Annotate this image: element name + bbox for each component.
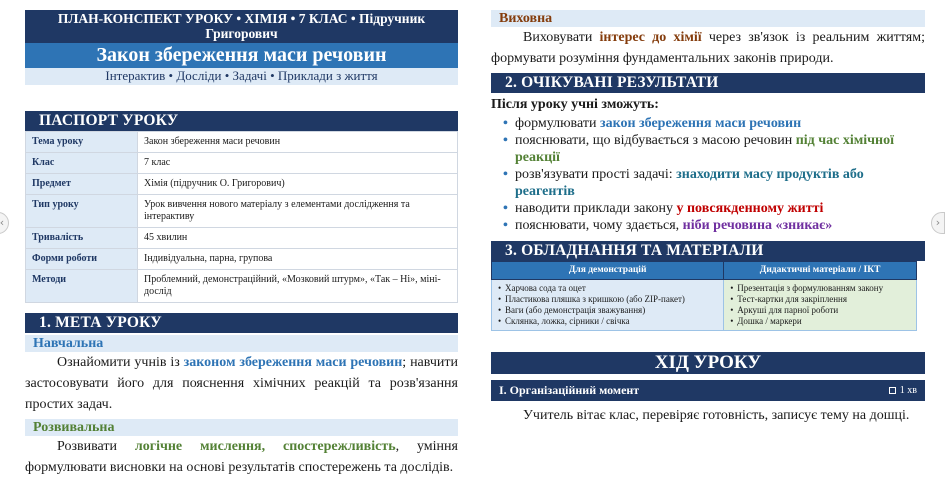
section-lesson-heading: ХІД УРОКУ <box>491 352 925 374</box>
table-row <box>26 228 458 249</box>
chevron-left-icon: ‹ <box>0 216 5 229</box>
document-subtitle: Інтерактив • Досліди • Задачі • Приклади з життя <box>25 68 458 85</box>
stage-time <box>889 380 917 401</box>
section-goals-heading: 1. МЕТА УРОКУ <box>25 313 458 333</box>
passport-key: Тип уроку <box>26 195 138 228</box>
equipment-col1-header: Для демонстрацій <box>492 262 724 280</box>
table-header-row <box>492 262 917 280</box>
passport-key: Клас <box>26 153 138 174</box>
equipment-demo-cell <box>492 280 724 331</box>
stage-header <box>491 380 925 401</box>
list-item: • Дошка / маркери <box>730 316 910 327</box>
results-lead: Після уроку учні зможуть: <box>491 97 659 112</box>
goal-developing-text: Розвивати логічне мислення, спостережливість, уміння формулювати висновки на основі результатів спостережень та дослідів. <box>25 439 458 475</box>
table-row <box>26 174 458 195</box>
table-row <box>26 132 458 153</box>
list-item: • наводити приклади закону у повсякденному житті <box>503 200 925 217</box>
document-header-band: ПЛАН-КОНСПЕКТ УРОКУ • ХІМІЯ • 7 КЛАС • Підручник Григорович <box>25 10 458 43</box>
goal-upbringing-label: Виховна <box>491 10 925 27</box>
passport-key: Методи <box>26 270 138 303</box>
table-row <box>26 270 458 303</box>
passport-value: 45 хвилин <box>138 228 458 249</box>
passport-key: Предмет <box>26 174 138 195</box>
next-page-arrow[interactable] <box>931 212 945 234</box>
list-item: • Ваги (або демонстрація зважування) <box>498 305 717 316</box>
list-item: • Презентація з формулюванням закону <box>730 283 910 294</box>
document-title: Закон збереження маси речовин <box>25 43 458 68</box>
passport-value: Урок вивчення нового матеріалу з елементами дослідження та інтерактиву <box>138 195 458 228</box>
passport-key: Тема уроку <box>26 132 138 153</box>
passport-key: Форми роботи <box>26 249 138 270</box>
passport-value: Проблемний, демонстраційний, «Мозковий штурм», «Так – Ні», міні-дослід <box>138 270 458 303</box>
table-row <box>26 153 458 174</box>
list-item: • пояснювати, що відбувається з масою речовин під час хімічної реакції <box>503 132 925 166</box>
passport-value: Закон збереження маси речовин <box>138 132 458 153</box>
section-results-heading: 2. ОЧІКУВАНІ РЕЗУЛЬТАТИ <box>491 73 925 93</box>
list-item: • Харчова сода та оцет <box>498 283 717 294</box>
list-item: • Склянка, ложка, сірники / свічка <box>498 316 717 327</box>
prev-page-arrow[interactable] <box>0 212 9 234</box>
passport-key: Тривалість <box>26 228 138 249</box>
table-row <box>26 249 458 270</box>
list-item: • розв'язувати прості задачі: знаходити масу продуктів або реагентів <box>503 166 925 200</box>
goal-developing-label: Розвивальна <box>25 419 458 436</box>
equipment-col2-header: Дидактичні матеріали / ІКТ <box>724 262 917 280</box>
list-item: • Пластикова пляшка з кришкою (або ZIP-пакет) <box>498 294 717 305</box>
goal-educational-text: Ознайомити учнів із законом збереження маси речовин; навчити застосовувати його для пояснення хімічних реакцій та розв'язання простих задач. <box>25 355 458 412</box>
passport-value: Хімія (підручник О. Григорович) <box>138 174 458 195</box>
section-equipment-heading: 3. ОБЛАДНАННЯ ТА МАТЕРІАЛИ <box>491 241 925 261</box>
passport-value: 7 клас <box>138 153 458 174</box>
equipment-didactic-cell <box>724 280 917 331</box>
list-item: • пояснювати, чому здається, ніби речовина «зникає» <box>503 217 925 234</box>
left-column <box>25 10 458 478</box>
results-list <box>491 115 925 234</box>
stage-text: Учитель вітає клас, перевіряє готовність, записує тему на дошці. <box>523 408 910 423</box>
list-item: • Аркуші для парної роботи <box>730 305 910 316</box>
clock-icon <box>889 387 896 394</box>
passport-value: Індивідуальна, парна, групова <box>138 249 458 270</box>
right-column <box>491 10 925 426</box>
passport-table <box>25 131 458 303</box>
stage-title: I. Організаційний момент <box>499 383 640 397</box>
list-item: • Тест-картки для закріплення <box>730 294 910 305</box>
equipment-table <box>491 261 917 331</box>
stage-time-value: 1 хв <box>899 385 917 396</box>
table-row <box>492 280 917 331</box>
goal-upbringing-text: Виховувати інтерес до хімії через зв'язок із реальним життям; формувати розуміння фундаментальних законів природи. <box>491 30 925 66</box>
table-row <box>26 195 458 228</box>
section-passport-heading: ПАСПОРТ УРОКУ <box>25 111 458 131</box>
list-item: • формулювати закон збереження маси речовин <box>503 115 925 132</box>
chevron-right-icon: › <box>935 216 941 229</box>
goal-educational-label: Навчальна <box>25 335 458 352</box>
